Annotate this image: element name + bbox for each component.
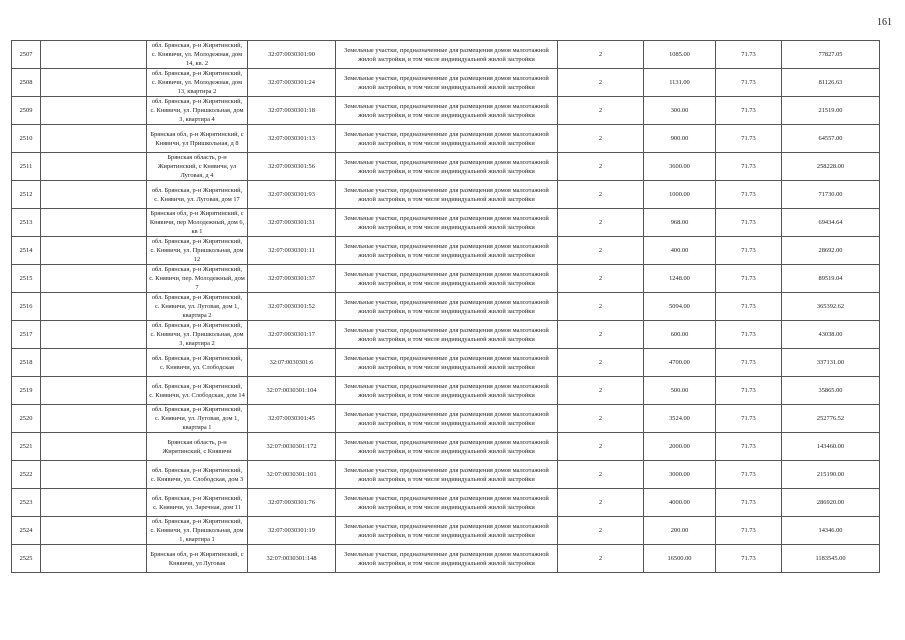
cadastral-value-cell: 69434.64 <box>782 209 880 237</box>
rate-cell: 71.73 <box>716 209 782 237</box>
category-cell: 2 <box>558 517 644 545</box>
land-purpose-cell: Земельные участки, предназначенные для размещения домов малоэтажной жилой застройки, в том числе индивидуальной жилой застройки <box>336 321 558 349</box>
land-purpose-cell: Земельные участки, предназначенные для размещения домов малоэтажной жилой застройки, в том числе индивидуальной жилой застройки <box>336 97 558 125</box>
rate-cell: 71.73 <box>716 489 782 517</box>
address-cell: обл. Брянская, р-н Жирятинский, с. Княвичи, ул. Слободская, дом 14 <box>147 377 248 405</box>
cadastral-number-cell: 32:07:0030301:17 <box>248 321 336 349</box>
table-row <box>12 153 880 181</box>
row-number-cell: 2509 <box>12 97 41 125</box>
category-cell: 2 <box>558 125 644 153</box>
empty-cell <box>41 349 147 377</box>
table-row <box>12 97 880 125</box>
area-cell: 200.00 <box>644 517 716 545</box>
area-cell: 968.00 <box>644 209 716 237</box>
table-row <box>12 293 880 321</box>
rate-cell: 71.73 <box>716 125 782 153</box>
category-cell: 2 <box>558 461 644 489</box>
cadastral-number-cell: 32:07:0030301:93 <box>248 181 336 209</box>
cadastral-value-cell: 286920.00 <box>782 489 880 517</box>
address-cell: обл. Брянская, р-н Жирятинский, с. Княвичи, ул. Заречная, дом 11 <box>147 489 248 517</box>
category-cell: 2 <box>558 349 644 377</box>
address-cell: обл. Брянская, р-н Жирятинский, с. Княвичи, ул. Пришкольная, дом 12 <box>147 237 248 265</box>
table-row <box>12 181 880 209</box>
cadastral-number-cell: 32:07:0030301:45 <box>248 405 336 433</box>
area-cell: 400.00 <box>644 237 716 265</box>
cadastral-number-cell: 32:07:0030301:11 <box>248 237 336 265</box>
address-cell: обл. Брянская, р-н Жирятинский, с. Княвичи, ул. Луговая, дом 1, квартира 2 <box>147 293 248 321</box>
land-purpose-cell: Земельные участки, предназначенные для размещения домов малоэтажной жилой застройки, в том числе индивидуальной жилой застройки <box>336 41 558 69</box>
rate-cell: 71.73 <box>716 153 782 181</box>
area-cell: 300.00 <box>644 97 716 125</box>
cadastral-number-cell: 32:07:0030301:104 <box>248 377 336 405</box>
address-cell: Брянская обл, р-н Жирятинский, с Княвичи, ул Пришкольная, д 8 <box>147 125 248 153</box>
land-purpose-cell: Земельные участки, предназначенные для размещения домов малоэтажной жилой застройки, в том числе индивидуальной жилой застройки <box>336 433 558 461</box>
cadastral-number-cell: 32:07:0030301:31 <box>248 209 336 237</box>
land-purpose-cell: Земельные участки, предназначенные для размещения домов малоэтажной жилой застройки, в том числе индивидуальной жилой застройки <box>336 349 558 377</box>
address-cell: обл. Брянская, р-н Жирятинский, с. Княвичи, ул. Слободская <box>147 349 248 377</box>
rate-cell: 71.73 <box>716 349 782 377</box>
address-cell: обл. Брянская, р-н Жирятинский, с. Княвичи, пер. Молодежный, дом 7 <box>147 265 248 293</box>
rate-cell: 71.73 <box>716 69 782 97</box>
cadastral-value-cell: 43038.00 <box>782 321 880 349</box>
cadastral-number-cell: 32:07:0030301:76 <box>248 489 336 517</box>
category-cell: 2 <box>558 545 644 573</box>
row-number-cell: 2508 <box>12 69 41 97</box>
cadastral-number-cell: 32:07:0030301:52 <box>248 293 336 321</box>
row-number-cell: 2513 <box>12 209 41 237</box>
cadastral-number-cell: 32:07:0030301:56 <box>248 153 336 181</box>
empty-cell <box>41 461 147 489</box>
address-cell: Брянская область, р-н Жирятинский, с Княвичи, ул Луговая, д 4 <box>147 153 248 181</box>
land-purpose-cell: Земельные участки, предназначенные для размещения домов малоэтажной жилой застройки, в том числе индивидуальной жилой застройки <box>336 209 558 237</box>
table-row <box>12 321 880 349</box>
cadastral-number-cell: 32:07:0030301:101 <box>248 461 336 489</box>
table-row <box>12 517 880 545</box>
cadastral-value-cell: 81126.63 <box>782 69 880 97</box>
row-number-cell: 2516 <box>12 293 41 321</box>
row-number-cell: 2514 <box>12 237 41 265</box>
category-cell: 2 <box>558 69 644 97</box>
row-number-cell: 2523 <box>12 489 41 517</box>
area-cell: 500.00 <box>644 377 716 405</box>
area-cell: 5094.00 <box>644 293 716 321</box>
address-cell: обл. Брянская, р-н Жирятинский, с. Княвичи, ул. Луговая, дом 1, квартира 1 <box>147 405 248 433</box>
land-purpose-cell: Земельные участки, предназначенные для размещения домов малоэтажной жилой застройки, в том числе индивидуальной жилой застройки <box>336 489 558 517</box>
cadastral-number-cell: 32:07:0030301:90 <box>248 41 336 69</box>
category-cell: 2 <box>558 97 644 125</box>
cadastral-number-cell: 32:07:0030301:19 <box>248 517 336 545</box>
empty-cell <box>41 433 147 461</box>
rate-cell: 71.73 <box>716 293 782 321</box>
address-cell: Брянская обл, р-н Жирятинский, с Княвичи, ул Луговая <box>147 545 248 573</box>
cadastral-value-cell: 1183545.00 <box>782 545 880 573</box>
empty-cell <box>41 377 147 405</box>
category-cell: 2 <box>558 377 644 405</box>
table-row <box>12 405 880 433</box>
address-cell: обл. Брянская, р-н Жирятинский, с. Княвичи, ул. Пришкольная, дом 1, квартира 1 <box>147 517 248 545</box>
cadastral-value-cell: 21519.00 <box>782 97 880 125</box>
empty-cell <box>41 41 147 69</box>
table-row <box>12 265 880 293</box>
row-number-cell: 2521 <box>12 433 41 461</box>
table-row <box>12 41 880 69</box>
table-row <box>12 125 880 153</box>
empty-cell <box>41 69 147 97</box>
row-number-cell: 2515 <box>12 265 41 293</box>
category-cell: 2 <box>558 265 644 293</box>
row-number-cell: 2512 <box>12 181 41 209</box>
rate-cell: 71.73 <box>716 545 782 573</box>
cadastral-value-cell: 365392.62 <box>782 293 880 321</box>
empty-cell <box>41 125 147 153</box>
empty-cell <box>41 405 147 433</box>
land-purpose-cell: Земельные участки, предназначенные для размещения домов малоэтажной жилой застройки, в том числе индивидуальной жилой застройки <box>336 265 558 293</box>
cadastral-value-cell: 337131.00 <box>782 349 880 377</box>
address-cell: обл. Брянская, р-н Жирятинский, с. Княвичи, ул. Слободская, дом 3 <box>147 461 248 489</box>
address-cell: Брянская обл, р-н Жирятинский, с Княвичи, пер Молодежный, дом 6, кв 1 <box>147 209 248 237</box>
area-cell: 1085.00 <box>644 41 716 69</box>
area-cell: 1248.00 <box>644 265 716 293</box>
category-cell: 2 <box>558 489 644 517</box>
empty-cell <box>41 209 147 237</box>
area-cell: 1000.00 <box>644 181 716 209</box>
table-row <box>12 209 880 237</box>
row-number-cell: 2510 <box>12 125 41 153</box>
category-cell: 2 <box>558 181 644 209</box>
cadastral-number-cell: 32:07:0030301:37 <box>248 265 336 293</box>
empty-cell <box>41 545 147 573</box>
land-purpose-cell: Земельные участки, предназначенные для размещения домов малоэтажной жилой застройки, в том числе индивидуальной жилой застройки <box>336 153 558 181</box>
rate-cell: 71.73 <box>716 461 782 489</box>
cadastral-value-cell: 71730.00 <box>782 181 880 209</box>
rate-cell: 71.73 <box>716 41 782 69</box>
empty-cell <box>41 237 147 265</box>
cadastral-value-cell: 77827.05 <box>782 41 880 69</box>
address-cell: Брянская область, р-н Жирятинский, с Княвичи <box>147 433 248 461</box>
area-cell: 16500.00 <box>644 545 716 573</box>
table-row <box>12 69 880 97</box>
category-cell: 2 <box>558 433 644 461</box>
land-purpose-cell: Земельные участки, предназначенные для размещения домов малоэтажной жилой застройки, в том числе индивидуальной жилой застройки <box>336 69 558 97</box>
row-number-cell: 2524 <box>12 517 41 545</box>
cadastral-value-cell: 258228.00 <box>782 153 880 181</box>
rate-cell: 71.73 <box>716 377 782 405</box>
row-number-cell: 2517 <box>12 321 41 349</box>
empty-cell <box>41 181 147 209</box>
cadastral-value-cell: 89519.04 <box>782 265 880 293</box>
address-cell: обл. Брянская, р-н Жирятинский, с. Княвичи, ул. Молодежная, дом 14, кв. 2 <box>147 41 248 69</box>
table-row <box>12 349 880 377</box>
cadastral-number-cell: 32:07:0030301:24 <box>248 69 336 97</box>
cadastral-number-cell: 32:07:0030301:148 <box>248 545 336 573</box>
table-row <box>12 545 880 573</box>
land-purpose-cell: Земельные участки, предназначенные для размещения домов малоэтажной жилой застройки, в том числе индивидуальной жилой застройки <box>336 377 558 405</box>
area-cell: 600.00 <box>644 321 716 349</box>
table-row <box>12 461 880 489</box>
cadastral-number-cell: 32:07:0030301:18 <box>248 97 336 125</box>
cadastral-number-cell: 32:07:0030301:172 <box>248 433 336 461</box>
row-number-cell: 2519 <box>12 377 41 405</box>
row-number-cell: 2520 <box>12 405 41 433</box>
cadastral-value-cell: 252776.52 <box>782 405 880 433</box>
rate-cell: 71.73 <box>716 405 782 433</box>
cadastral-number-cell: 32:07:0030301:13 <box>248 125 336 153</box>
cadastral-number-cell: 32:07:0030301:6 <box>248 349 336 377</box>
row-number-cell: 2525 <box>12 545 41 573</box>
table-row <box>12 377 880 405</box>
rate-cell: 71.73 <box>716 321 782 349</box>
area-cell: 2000.00 <box>644 433 716 461</box>
table-body <box>12 41 880 573</box>
rate-cell: 71.73 <box>716 433 782 461</box>
address-cell: обл. Брянская, р-н Жирятинский, с. Княвичи, ул. Молодежная, дом 13, квартира 2 <box>147 69 248 97</box>
land-purpose-cell: Земельные участки, предназначенные для размещения домов малоэтажной жилой застройки, в том числе индивидуальной жилой застройки <box>336 545 558 573</box>
rate-cell: 71.73 <box>716 181 782 209</box>
row-number-cell: 2518 <box>12 349 41 377</box>
page-number: 161 <box>877 17 892 28</box>
rate-cell: 71.73 <box>716 97 782 125</box>
area-cell: 3000.00 <box>644 461 716 489</box>
category-cell: 2 <box>558 293 644 321</box>
empty-cell <box>41 153 147 181</box>
address-cell: обл. Брянская, р-н Жирятинский, с. Княвичи, ул. Луговая, дом 17 <box>147 181 248 209</box>
category-cell: 2 <box>558 153 644 181</box>
category-cell: 2 <box>558 405 644 433</box>
empty-cell <box>41 265 147 293</box>
rate-cell: 71.73 <box>716 265 782 293</box>
rate-cell: 71.73 <box>716 517 782 545</box>
row-number-cell: 2522 <box>12 461 41 489</box>
cadastral-value-cell: 14346.00 <box>782 517 880 545</box>
cadastral-value-cell: 143460.00 <box>782 433 880 461</box>
row-number-cell: 2511 <box>12 153 41 181</box>
land-purpose-cell: Земельные участки, предназначенные для размещения домов малоэтажной жилой застройки, в том числе индивидуальной жилой застройки <box>336 125 558 153</box>
land-purpose-cell: Земельные участки, предназначенные для размещения домов малоэтажной жилой застройки, в том числе индивидуальной жилой застройки <box>336 181 558 209</box>
table-row <box>12 237 880 265</box>
land-registry-table <box>11 40 880 573</box>
cadastral-value-cell: 64557.00 <box>782 125 880 153</box>
area-cell: 900.00 <box>644 125 716 153</box>
table-row <box>12 433 880 461</box>
empty-cell <box>41 97 147 125</box>
address-cell: обл. Брянская, р-н Жирятинский, с. Княвичи, ул. Пришкольная, дом 3, квартира 2 <box>147 321 248 349</box>
land-purpose-cell: Земельные участки, предназначенные для размещения домов малоэтажной жилой застройки, в том числе индивидуальной жилой застройки <box>336 517 558 545</box>
row-number-cell: 2507 <box>12 41 41 69</box>
empty-cell <box>41 293 147 321</box>
category-cell: 2 <box>558 209 644 237</box>
cadastral-value-cell: 28692.00 <box>782 237 880 265</box>
cadastral-value-cell: 215190.00 <box>782 461 880 489</box>
land-purpose-cell: Земельные участки, предназначенные для размещения домов малоэтажной жилой застройки, в том числе индивидуальной жилой застройки <box>336 405 558 433</box>
area-cell: 4000.00 <box>644 489 716 517</box>
empty-cell <box>41 489 147 517</box>
category-cell: 2 <box>558 237 644 265</box>
empty-cell <box>41 321 147 349</box>
land-purpose-cell: Земельные участки, предназначенные для размещения домов малоэтажной жилой застройки, в том числе индивидуальной жилой застройки <box>336 293 558 321</box>
category-cell: 2 <box>558 41 644 69</box>
area-cell: 3600.00 <box>644 153 716 181</box>
empty-cell <box>41 517 147 545</box>
land-purpose-cell: Земельные участки, предназначенные для размещения домов малоэтажной жилой застройки, в том числе индивидуальной жилой застройки <box>336 237 558 265</box>
area-cell: 4700.00 <box>644 349 716 377</box>
area-cell: 3524.00 <box>644 405 716 433</box>
cadastral-value-cell: 35865.00 <box>782 377 880 405</box>
land-purpose-cell: Земельные участки, предназначенные для размещения домов малоэтажной жилой застройки, в том числе индивидуальной жилой застройки <box>336 461 558 489</box>
area-cell: 1131.00 <box>644 69 716 97</box>
rate-cell: 71.73 <box>716 237 782 265</box>
address-cell: обл. Брянская, р-н Жирятинский, с. Княвичи, ул. Пришкольная, дом 3, квартира 4 <box>147 97 248 125</box>
table-row <box>12 489 880 517</box>
category-cell: 2 <box>558 321 644 349</box>
